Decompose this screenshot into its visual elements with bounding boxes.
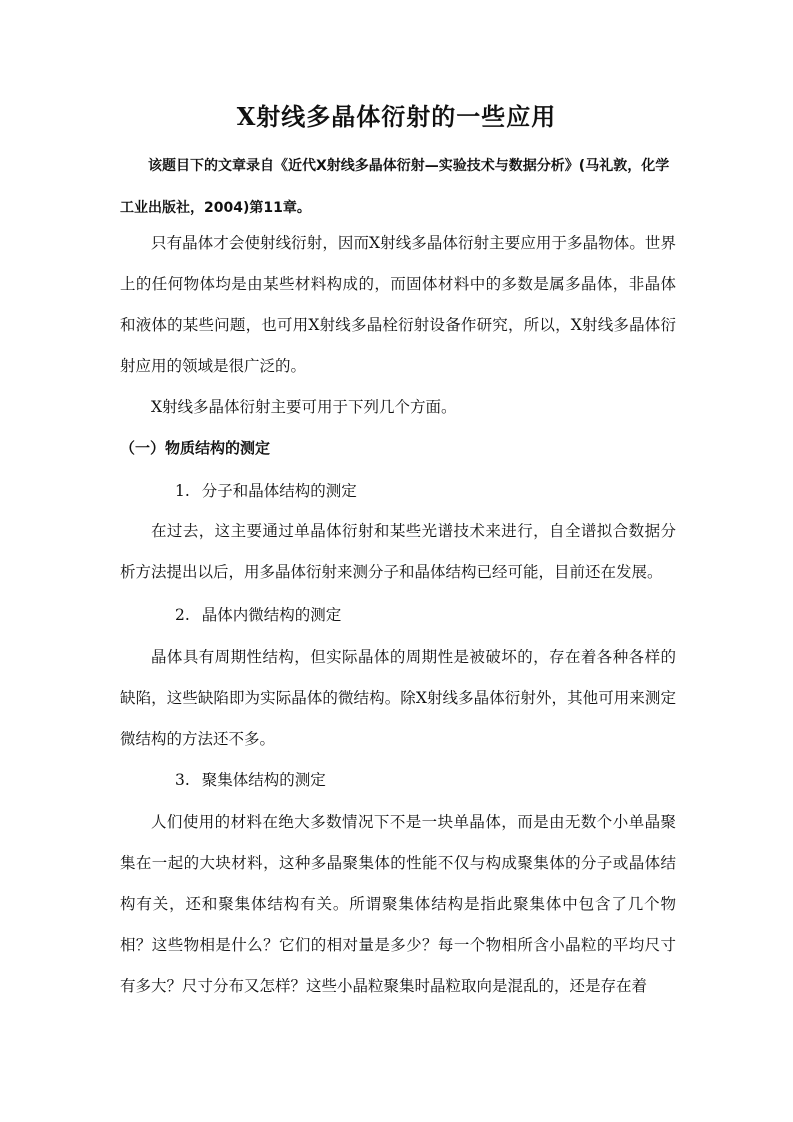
subsection-title: 聚集体结构的测定 xyxy=(201,771,326,789)
intro-paragraph: 只有晶体才会使射线衍射，因而X射线多晶体衍射主要应用于多晶物体。世界上的任何物体均是由某些材料构成的，而固体材料中的多数是属多晶体，非晶体和液体的某些问题，也可用X射线多晶栓衍射设备作研究，所以，X射线多晶体衍射应用的领域是很广泛的。 xyxy=(120,234,676,375)
intro-paragraph: X射线多晶体衍射主要可用于下列几个方面。 xyxy=(151,398,457,416)
subsection-heading xyxy=(175,595,675,636)
document-title: X射线多晶体衍射的一些应用 xyxy=(236,102,557,131)
subsection-title: 晶体内微结构的测定 xyxy=(201,606,342,624)
subsection-title: 分子和晶体结构的测定 xyxy=(201,482,357,500)
subsection-number: 2. xyxy=(175,606,190,624)
subsection-number: 1. xyxy=(175,482,190,500)
subsection-body: 晶体具有周期性结构，但实际晶体的周期性是被破坏的，存在着各种各样的缺陷，这些缺陷即为实际晶体的微结构。除X射线多晶体衍射外，其他可用来测定微结构的方法还不多。 xyxy=(120,648,676,748)
subsection-heading xyxy=(175,471,675,512)
subsection-body: 在过去，这主要通过单晶体衍射和某些光谱技术来进行，自全谱拟合数据分析方法提出以后，用多晶体衍射来测分子和晶体结构已经可能，目前还在发展。 xyxy=(120,522,676,581)
subsection-body: 人们使用的材料在绝大多数情况下不是一块单晶体，而是由无数个小单晶聚集在一起的大块材料，这种多晶聚集体的性能不仅与构成聚集体的分子或晶体结构有关，还和聚集体结构有关。所谓聚集体结构是指此聚集体中包含了几个物相？这些物相是什么？它们的相对量是多少？每一个物相所含小晶粒的平均尺寸有多大？尺寸分布又怎样？这些小晶粒聚集时晶粒取向是混乱的，还是存在着 xyxy=(120,813,676,995)
subsection-heading xyxy=(175,760,675,801)
section-heading: （一）物质结构的测定 xyxy=(120,439,271,457)
source-note: 该题目下的文章录自《近代X射线多晶体衍射—实验技术与数据分析》(马礼敦，化学工业出版社，2004)第11章。 xyxy=(120,158,670,216)
subsection-number: 3. xyxy=(175,771,190,789)
